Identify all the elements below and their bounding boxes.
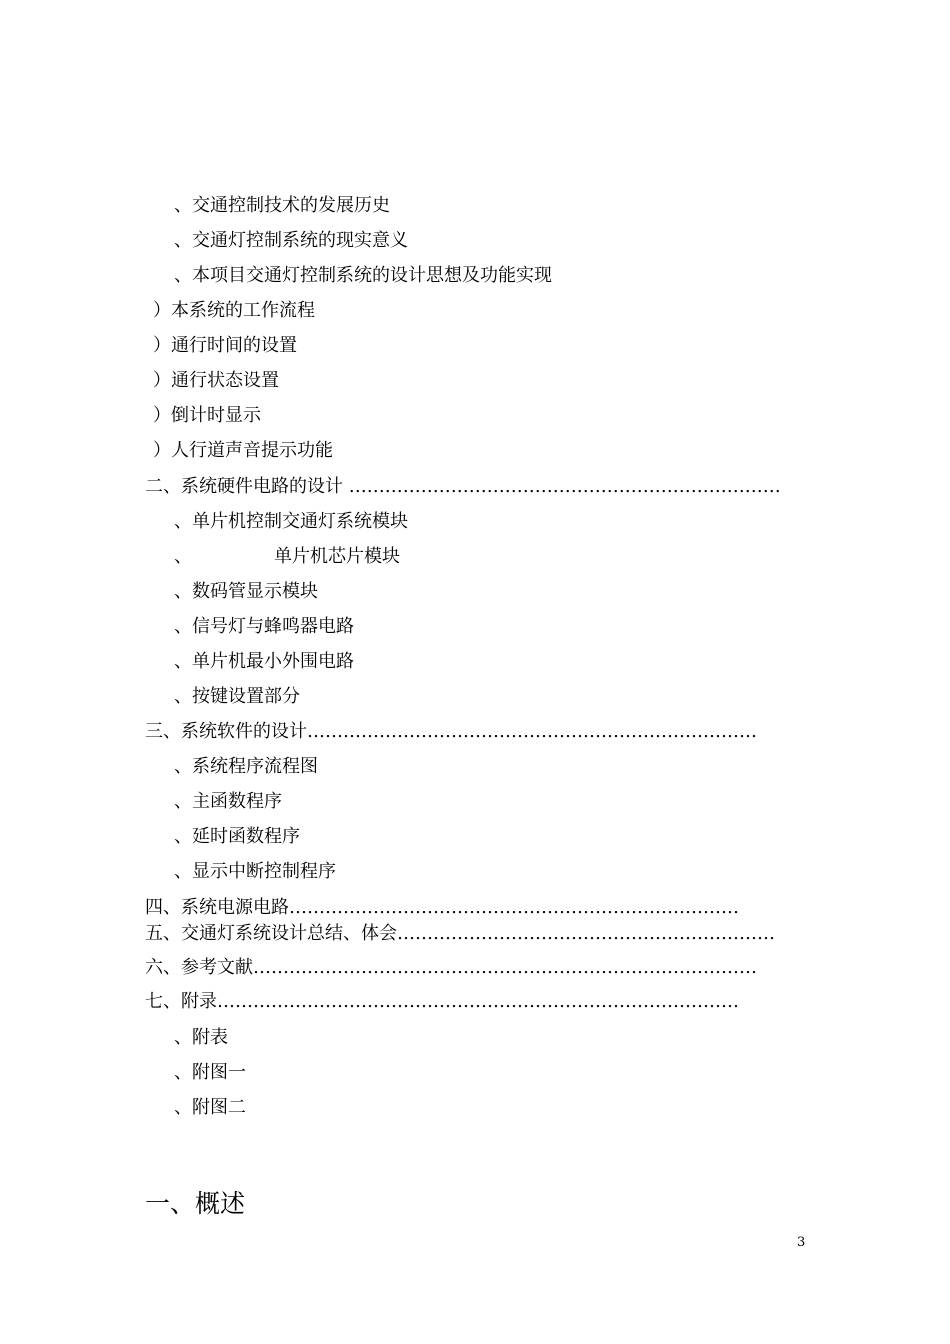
toc-item-label: 单片机芯片模块 xyxy=(274,546,400,567)
toc-chapter: 四、系统电源电路………………………………………………………………… xyxy=(145,897,739,918)
toc-chapter: 五、交通灯系统设计总结、体会……………………………………………………… xyxy=(145,923,775,944)
toc-item: 、单片机控制交通灯系统模块 xyxy=(174,511,408,532)
toc-item: 、附图二 xyxy=(174,1097,246,1118)
toc-item: 、附表 xyxy=(174,1027,228,1048)
toc-item: 、交通灯控制系统的现实意义 xyxy=(174,230,408,251)
toc-item: 、按键设置部分 xyxy=(174,686,300,707)
toc-item: ）通行状态设置 xyxy=(153,370,279,391)
section-heading: 一、概述 xyxy=(145,1189,246,1218)
toc-item: ）倒计时显示 xyxy=(153,405,261,426)
toc-item xyxy=(174,546,400,568)
toc-item: 、显示中断控制程序 xyxy=(174,861,336,882)
toc-item: 、交通控制技术的发展历史 xyxy=(174,195,390,216)
toc-item: 、单片机最小外围电路 xyxy=(174,651,354,672)
toc-chapter: 七、附录…………………………………………………………………………… xyxy=(145,991,739,1012)
toc-item: 、附图一 xyxy=(174,1062,246,1083)
toc-chapter: 三、系统软件的设计………………………………………………………………… xyxy=(145,721,757,742)
toc-item: ）通行时间的设置 xyxy=(153,335,297,356)
toc-item: 、主函数程序 xyxy=(174,791,282,812)
toc-item: 、本项目交通灯控制系统的设计思想及功能实现 xyxy=(174,265,552,286)
page-number: 3 xyxy=(797,1235,806,1250)
toc-item: ）人行道声音提示功能 xyxy=(153,440,333,461)
toc-chapter: 二、系统硬件电路的设计 ……………………………………………………………… xyxy=(145,476,781,497)
toc-item: 、延时函数程序 xyxy=(174,826,300,847)
toc-chapter: 六、参考文献………………………………………………………………………… xyxy=(145,957,757,978)
toc-item: 、系统程序流程图 xyxy=(174,756,318,777)
toc-item: 、数码管显示模块 xyxy=(174,581,318,602)
toc-item: 、信号灯与蜂鸣器电路 xyxy=(174,616,354,637)
toc-item: ）本系统的工作流程 xyxy=(153,300,315,321)
toc-item-prefix: 、 xyxy=(174,546,192,567)
